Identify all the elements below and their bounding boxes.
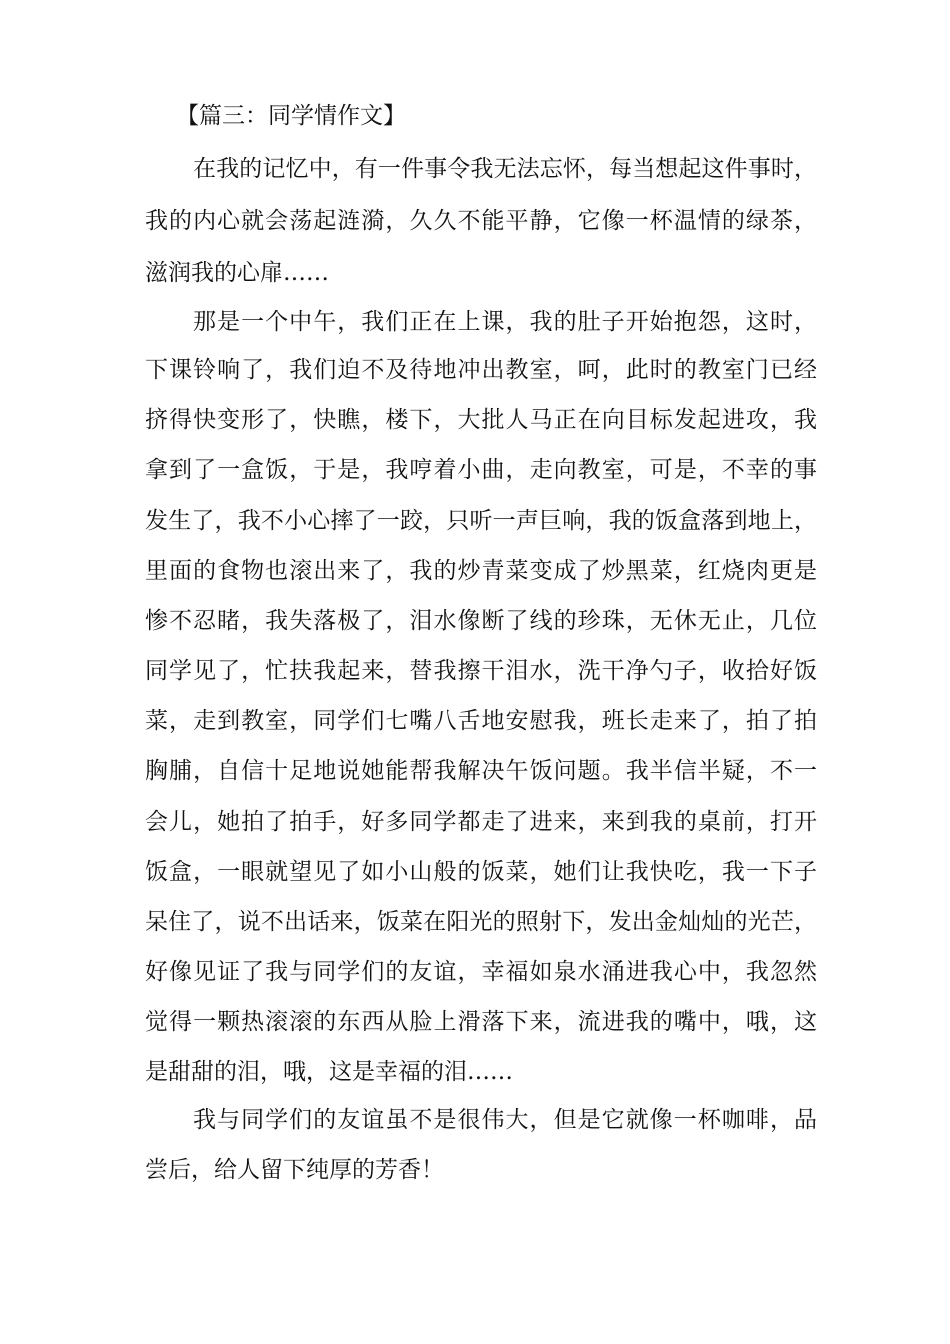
paragraph-2-line-7: 惨不忍睹，我失落极了，泪水像断了线的珍珠，无休无止，几位 — [145, 608, 817, 634]
paragraph-1-line-3: 滋润我的心扉…… — [145, 260, 329, 286]
paragraph-2-line-1: 那是一个中午，我们正在上课，我的肚子开始抱怨，这时， — [193, 309, 817, 335]
paragraph-3-line-1: 我与同学们的友谊虽不是很伟大，但是它就像一杯咖啡，品 — [193, 1107, 817, 1133]
paragraph-1-line-2: 我的内心就会荡起涟漪，久久不能平静，它像一杯温情的绿茶， — [145, 208, 817, 234]
paragraph-2-line-4: 拿到了一盒饭，于是，我哼着小曲，走向教室，可是，不幸的事 — [145, 457, 817, 483]
paragraph-2-line-9: 菜，走到教室，同学们七嘴八舌地安慰我，班长走来了，拍了拍 — [145, 708, 817, 734]
paragraph-2-line-14: 好像见证了我与同学们的友谊，幸福如泉水涌进我心中，我忽然 — [145, 959, 817, 985]
paragraph-2-line-13: 呆住了，说不出话来，饭菜在阳光的照射下，发出金灿灿的光芒， — [145, 909, 817, 935]
paragraph-2-line-12: 饭盒，一眼就望见了如小山般的饭菜，她们让我快吃，我一下子 — [145, 859, 817, 885]
paragraph-2-line-5: 发生了，我不小心摔了一跤，只听一声巨响，我的饭盒落到地上， — [145, 508, 817, 534]
paragraph-2-line-10: 胸脯，自信十足地说她能帮我解决午饭问题。我半信半疑，不一 — [145, 758, 817, 784]
paragraph-2-line-11: 会儿，她拍了拍手，好多同学都走了进来，来到我的桌前，打开 — [145, 809, 817, 835]
paragraph-2-line-2: 下课铃响了，我们迫不及待地冲出教室，呵，此时的教室门已经 — [145, 357, 817, 383]
paragraph-2-line-3: 挤得快变形了，快瞧，楼下，大批人马正在向目标发起进攻，我 — [145, 407, 817, 433]
paragraph-2-line-8: 同学见了，忙扶我起来，替我擦干泪水，洗干净勺子，收拾好饭 — [145, 658, 817, 684]
paragraph-2-line-16: 是甜甜的泪，哦，这是幸福的泪…… — [145, 1059, 513, 1085]
paragraph-3-line-2: 尝后，给人留下纯厚的芳香！ — [145, 1157, 444, 1183]
paragraph-2-line-15: 觉得一颗热滚滚的东西从脸上滑落下来，流进我的嘴中，哦，这 — [145, 1009, 817, 1035]
paragraph-2-line-6: 里面的食物也滚出来了，我的炒青菜变成了炒黑菜，红烧肉更是 — [145, 558, 817, 584]
essay-heading: 【篇三：同学情作文】 — [176, 103, 406, 129]
paragraph-1-line-1: 在我的记忆中，有一件事令我无法忘怀，每当想起这件事时， — [193, 156, 817, 182]
